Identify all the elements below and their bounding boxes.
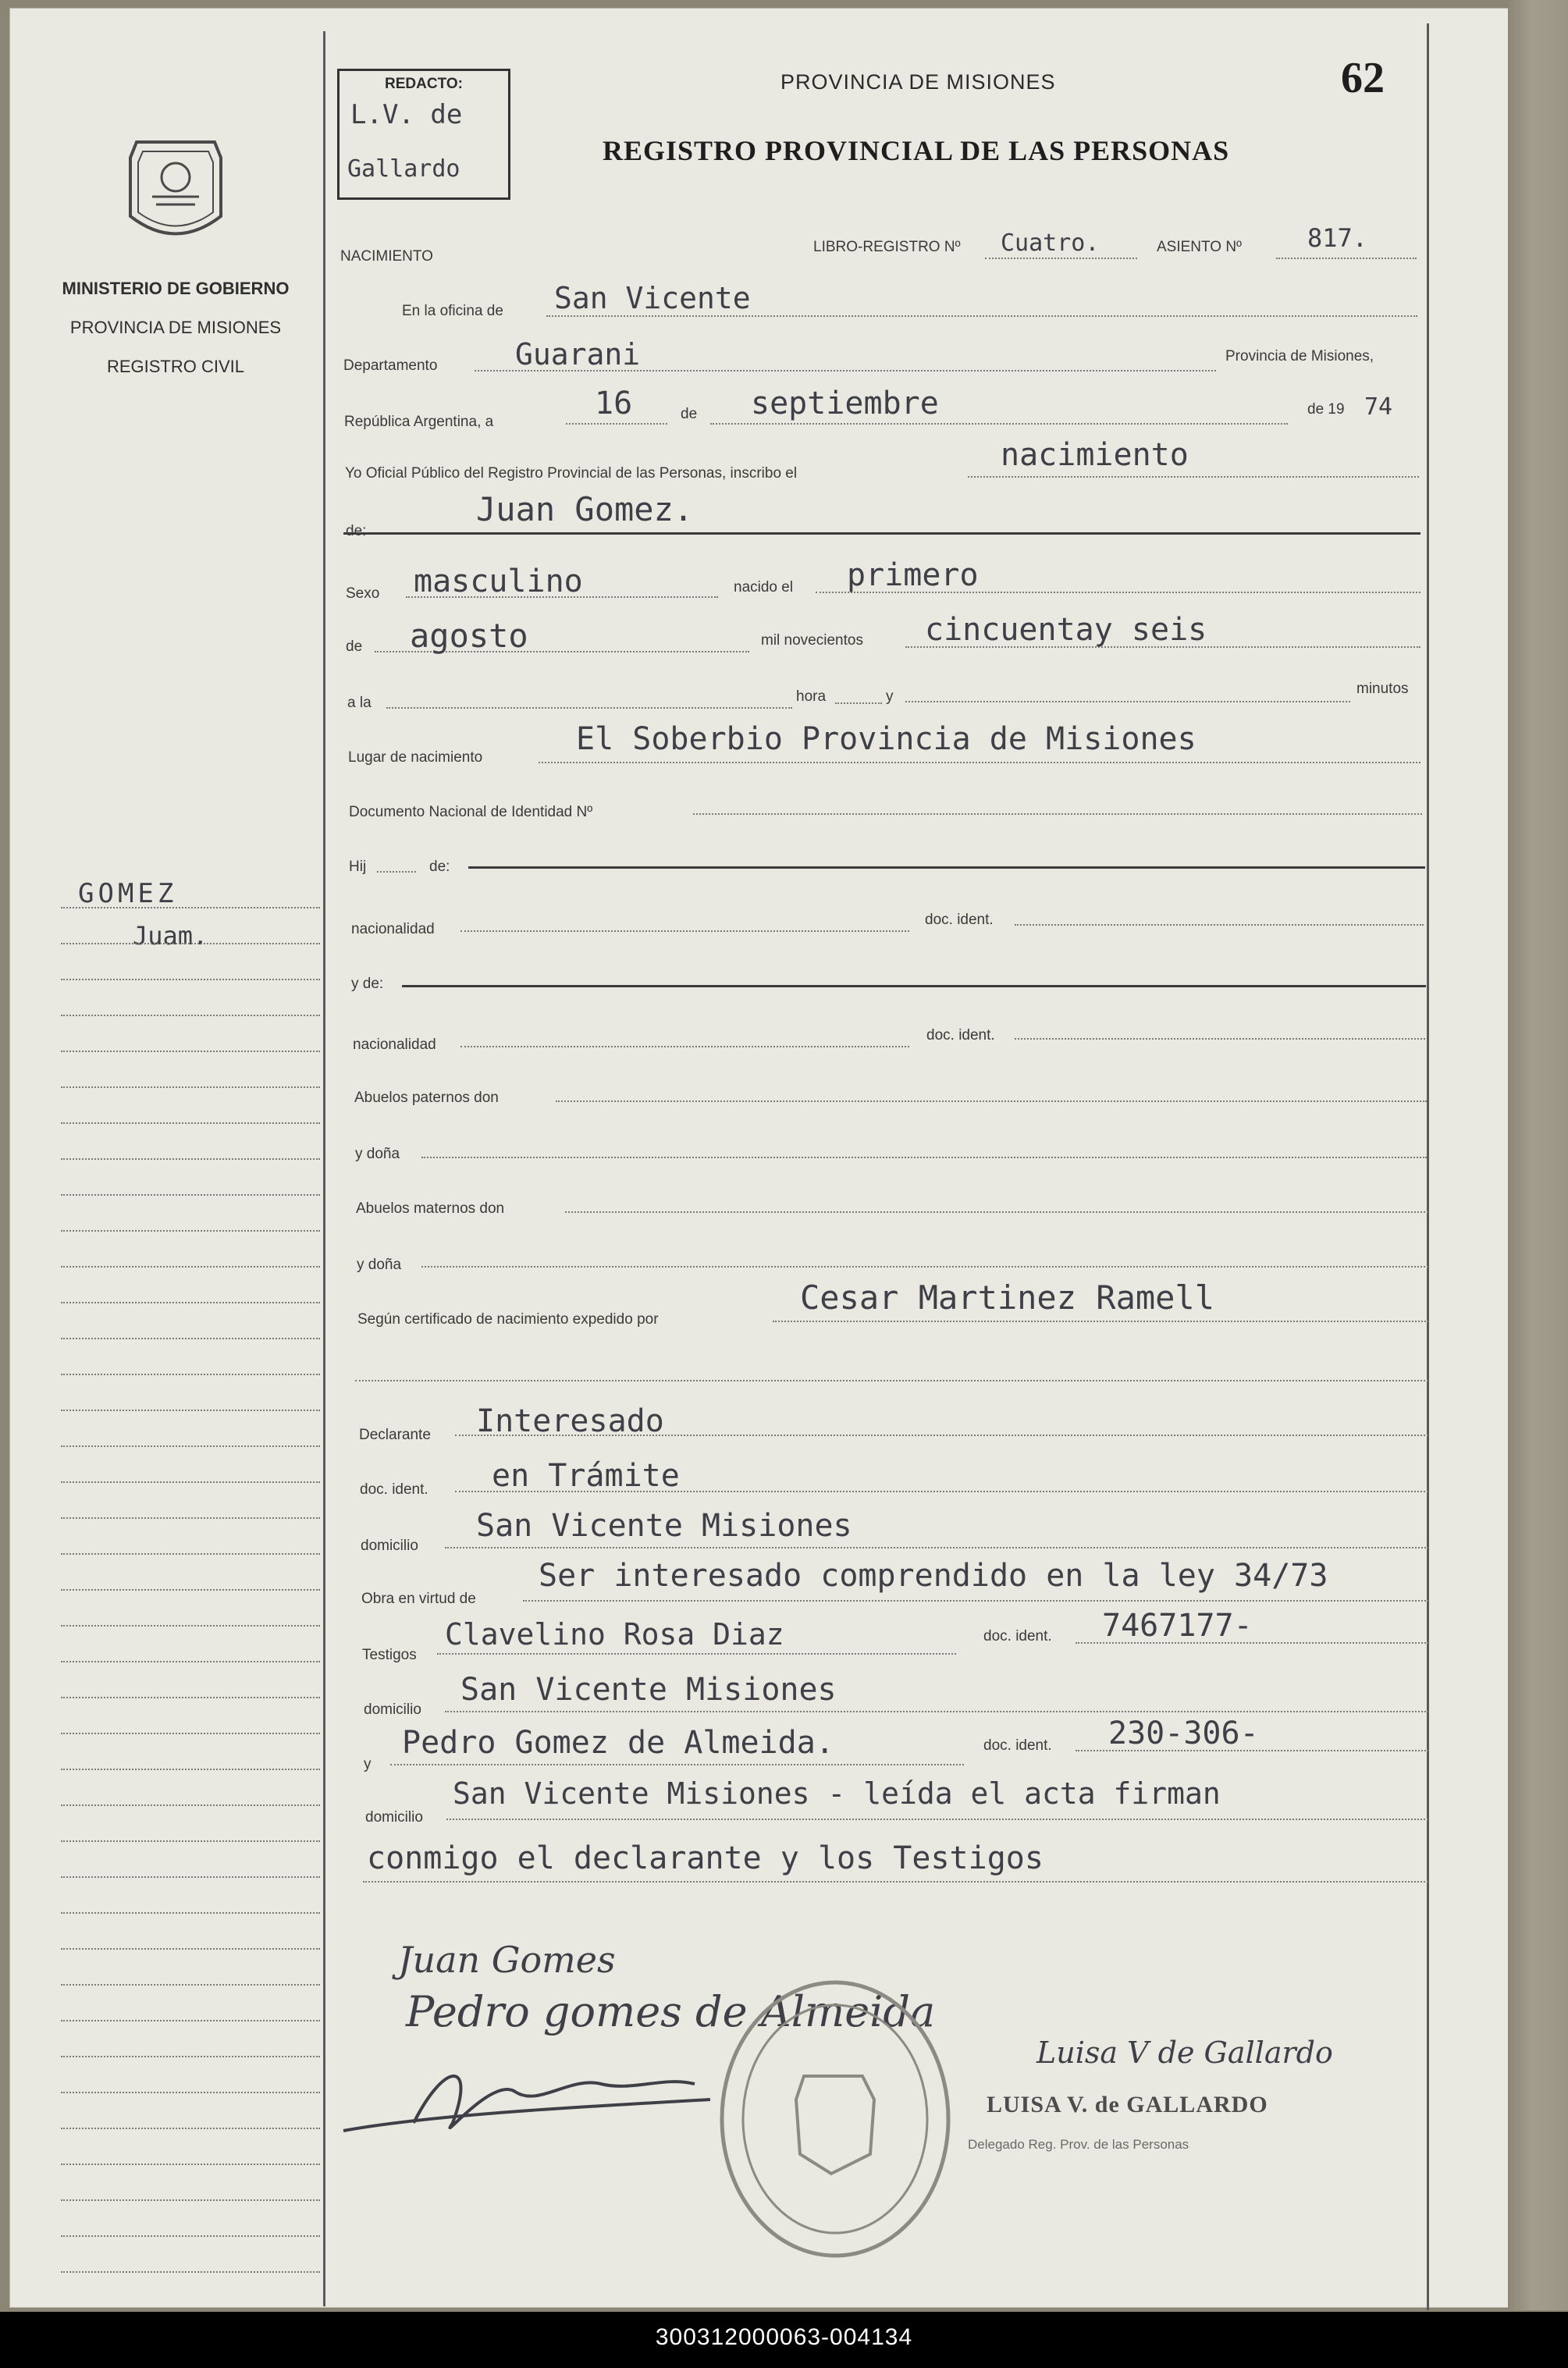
margin-divider xyxy=(323,31,325,2306)
republica-label: República Argentina, a xyxy=(344,414,494,430)
margin-rule xyxy=(61,1051,320,1052)
domicilio3-dots xyxy=(446,1819,1428,1820)
redacto-line2: Gallardo xyxy=(347,155,460,183)
nacido-value: primero xyxy=(847,557,979,593)
signature-luisa-gallardo: Luisa V de Gallardo xyxy=(1036,2036,1333,2070)
segun-label: Según certificado de nacimiento expedido por xyxy=(357,1311,659,1328)
margin-rule xyxy=(61,2271,320,2273)
margin-rule xyxy=(61,1015,320,1016)
margin-rule xyxy=(61,1302,320,1303)
margin-rule xyxy=(61,1984,320,1986)
nacionalidad-label: nacionalidad xyxy=(351,921,435,937)
a-la-dots xyxy=(386,707,792,709)
domicilio2-dots xyxy=(445,1711,1428,1712)
oficina-value: San Vicente xyxy=(554,281,751,315)
a-la-label: a la xyxy=(347,695,372,711)
margin-rule xyxy=(61,1374,320,1375)
sexo-value: masculino xyxy=(414,564,583,599)
signature-clavelino-scribble xyxy=(336,2029,741,2146)
y2-label: y xyxy=(364,1756,372,1772)
domicilio2-value: San Vicente Misiones xyxy=(460,1672,837,1708)
margin-rule xyxy=(61,1840,320,1842)
abuelos-paternos-dots xyxy=(556,1100,1427,1102)
nacido-label: nacido el xyxy=(734,579,794,596)
margin-rule xyxy=(61,1912,320,1914)
oficina-dots xyxy=(546,315,1417,317)
dni-dots xyxy=(693,813,1422,815)
departamento-label: Departamento xyxy=(343,357,438,374)
y-dona-dots xyxy=(421,1157,1427,1158)
margin-rule xyxy=(61,2020,320,2021)
obra-label: Obra en virtud de xyxy=(361,1591,476,1607)
obra-dots xyxy=(523,1600,1428,1602)
footer-bar xyxy=(0,2312,1568,2368)
minutos-label: minutos xyxy=(1356,681,1409,697)
hij-dots xyxy=(377,871,416,873)
y-de-label: y de: xyxy=(351,976,384,992)
doc-ident2-label: doc. ident. xyxy=(926,1027,995,1044)
mil-label: mil novecientos xyxy=(761,632,863,649)
name-value: Juan Gomez. xyxy=(476,490,694,528)
domicilio3-value: San Vicente Misiones - leída el acta firman xyxy=(453,1776,1221,1811)
redacto-box xyxy=(337,69,510,200)
provincial-seal-icon xyxy=(121,134,230,251)
oficial-value: nacimiento xyxy=(1001,437,1189,473)
closing-value: conmigo el declarante y los Testigos xyxy=(367,1840,1044,1876)
margin-rule xyxy=(61,2056,320,2057)
book-edge xyxy=(1508,0,1568,2310)
margin-given-name: Juam. xyxy=(133,921,208,951)
doc-t1-label: doc. ident. xyxy=(983,1628,1052,1644)
margin-rule xyxy=(61,1876,320,1878)
margin-rule xyxy=(61,1445,320,1447)
domicilio-dots xyxy=(445,1547,1428,1548)
provincia-label: Provincia de Misiones, xyxy=(1225,348,1374,364)
margin-rule xyxy=(61,979,320,980)
margin-rule xyxy=(61,1517,320,1519)
y-label: y xyxy=(886,688,894,705)
declarante-value: Interesado xyxy=(476,1403,664,1439)
segun-value: Cesar Martinez Ramell xyxy=(800,1278,1215,1317)
stamp-title: Delegado Reg. Prov. de las Personas xyxy=(968,2137,1189,2152)
declarante-label: Declarante xyxy=(359,1427,431,1443)
doc-decl-value: en Trámite xyxy=(492,1458,680,1494)
doc-ident-dots xyxy=(1015,924,1424,926)
margin-rule xyxy=(61,1733,320,1734)
margin-rule xyxy=(61,1086,320,1088)
de-label: de xyxy=(681,406,698,422)
segun-dots2 xyxy=(355,1380,1428,1381)
asiento-label: ASIENTO Nº xyxy=(1157,239,1242,255)
margin-rule xyxy=(61,2199,320,2201)
year2-value: cincuentay seis xyxy=(925,612,1207,648)
nacimiento-label: NACIMIENTO xyxy=(340,248,433,265)
margin-rule xyxy=(61,1625,320,1627)
year-prefix: de 19 xyxy=(1307,401,1345,418)
asiento-value: 817. xyxy=(1307,223,1368,253)
y-de-underline xyxy=(402,985,1426,987)
doc-decl-label: doc. ident. xyxy=(360,1481,428,1498)
registry-title: REGISTRO PROVINCIAL DE LAS PERSONAS xyxy=(603,135,1230,166)
nacionalidad2-dots xyxy=(460,1046,909,1047)
doc-t2-label: doc. ident. xyxy=(983,1737,1052,1754)
abuelos-paternos-label: Abuelos paternos don xyxy=(354,1090,499,1106)
day-dots xyxy=(566,423,667,425)
name-underline xyxy=(343,532,1420,535)
province-header: PROVINCIA DE MISIONES xyxy=(780,70,1056,94)
abuelos-maternos-label: Abuelos maternos don xyxy=(356,1200,505,1217)
departamento-value: Guarani xyxy=(515,337,641,372)
margin-rule xyxy=(61,1410,320,1411)
domicilio3-label: domicilio xyxy=(365,1809,423,1826)
official-round-seal-icon xyxy=(714,1975,956,2263)
margin-rule xyxy=(61,2164,320,2165)
hora-dots xyxy=(835,702,882,704)
page-number: 62 xyxy=(1341,54,1385,102)
y-dona2-dots xyxy=(421,1266,1428,1268)
hij-underline xyxy=(468,866,1425,869)
lugar-value: El Soberbio Provincia de Misiones xyxy=(576,721,1196,757)
de3-label: de xyxy=(346,638,363,655)
redacto-line1: L.V. de xyxy=(350,99,463,130)
margin-rule xyxy=(61,1338,320,1339)
doc-ident-label: doc. ident. xyxy=(925,912,994,928)
testigo1-value: Clavelino Rosa Diaz xyxy=(445,1617,784,1652)
ministry-line3: REGISTRO CIVIL xyxy=(106,357,245,376)
redacto-label: REDACTO: xyxy=(385,76,463,92)
obra-value: Ser interesado comprendido en la ley 34/73 xyxy=(539,1558,1328,1594)
libro-value: Cuatro. xyxy=(1001,229,1100,257)
doc-ident2-dots xyxy=(1015,1038,1425,1040)
y-dona-label: y doña xyxy=(355,1146,400,1162)
testigo2-value: Pedro Gomez de Almeida. xyxy=(402,1725,834,1761)
month-dots xyxy=(710,423,1288,425)
hij-label: Hij xyxy=(349,859,367,875)
de4-label: de: xyxy=(429,859,450,875)
nacionalidad2-label: nacionalidad xyxy=(353,1036,436,1053)
hora-label: hora xyxy=(796,688,827,705)
stamp-name: LUISA V. de GALLARDO xyxy=(987,2092,1268,2117)
margin-rule xyxy=(61,2128,320,2129)
domicilio2-label: domicilio xyxy=(364,1701,421,1718)
oficial-label: Yo Oficial Público del Registro Provincial de las Personas, inscribo el xyxy=(345,465,798,482)
margin-rule xyxy=(61,1804,320,1806)
testigo2-dots xyxy=(390,1764,964,1765)
testigos-label: Testigos xyxy=(362,1647,417,1663)
margin-rule xyxy=(61,1589,320,1591)
margin-rule xyxy=(61,943,320,944)
margin-rule xyxy=(61,907,320,908)
year-value: 74 xyxy=(1364,393,1393,421)
lugar-label: Lugar de nacimiento xyxy=(348,749,483,766)
oficial-dots xyxy=(968,476,1419,478)
libro-label: LIBRO-REGISTRO Nº xyxy=(813,239,961,255)
margin-rule xyxy=(61,1230,320,1232)
signature-juan-gomez: Juan Gomes xyxy=(398,1939,616,1981)
margin-rule xyxy=(61,1948,320,1950)
month-value: septiembre xyxy=(751,386,939,421)
margin-rule xyxy=(61,2235,320,2237)
segun-dots xyxy=(773,1321,1428,1322)
abuelos-maternos-dots xyxy=(565,1211,1428,1213)
margin-rule xyxy=(61,1661,320,1662)
margin-rule xyxy=(61,1553,320,1555)
min-dots xyxy=(905,701,1350,702)
month2-value: agosto xyxy=(410,617,528,655)
signature-pedro-gomez-de-almeida: Pedro gomes de Almeida xyxy=(406,1987,936,2036)
margin-rule xyxy=(61,1481,320,1483)
margin-rule xyxy=(61,1122,320,1124)
ministry-line2: PROVINCIA DE MISIONES xyxy=(69,318,282,337)
margin-rule xyxy=(61,1769,320,1770)
domicilio-label: domicilio xyxy=(361,1538,418,1554)
right-border xyxy=(1427,23,1429,2310)
domicilio-value: San Vicente Misiones xyxy=(476,1508,852,1544)
oficina-label: En la oficina de xyxy=(402,303,503,319)
doc-t2-value: 230-306- xyxy=(1108,1716,1259,1751)
doc-t1-value: 7467177- xyxy=(1102,1608,1253,1644)
dni-label: Documento Nacional de Identidad Nº xyxy=(349,804,593,820)
ministry-line1: MINISTERIO DE GOBIERNO xyxy=(62,279,290,298)
day-value: 16 xyxy=(595,386,633,421)
asiento-dots xyxy=(1276,258,1417,259)
margin-rule xyxy=(61,1194,320,1196)
margin-rule xyxy=(61,1697,320,1698)
y-dona2-label: y doña xyxy=(357,1257,402,1273)
lugar-dots xyxy=(539,762,1420,763)
margin-surname: GOMEZ xyxy=(78,878,178,909)
margin-rule xyxy=(61,1158,320,1160)
nacionalidad-dots xyxy=(460,930,909,932)
de2-label: de: xyxy=(346,523,367,539)
sexo-label: Sexo xyxy=(346,585,380,602)
closing-dots xyxy=(363,1881,1428,1883)
testigo1-dots xyxy=(437,1653,956,1655)
libro-dots xyxy=(985,258,1137,259)
footer-id: 300312000063-004134 xyxy=(655,2324,913,2350)
margin-rule xyxy=(61,2092,320,2093)
margin-rule xyxy=(61,1266,320,1268)
